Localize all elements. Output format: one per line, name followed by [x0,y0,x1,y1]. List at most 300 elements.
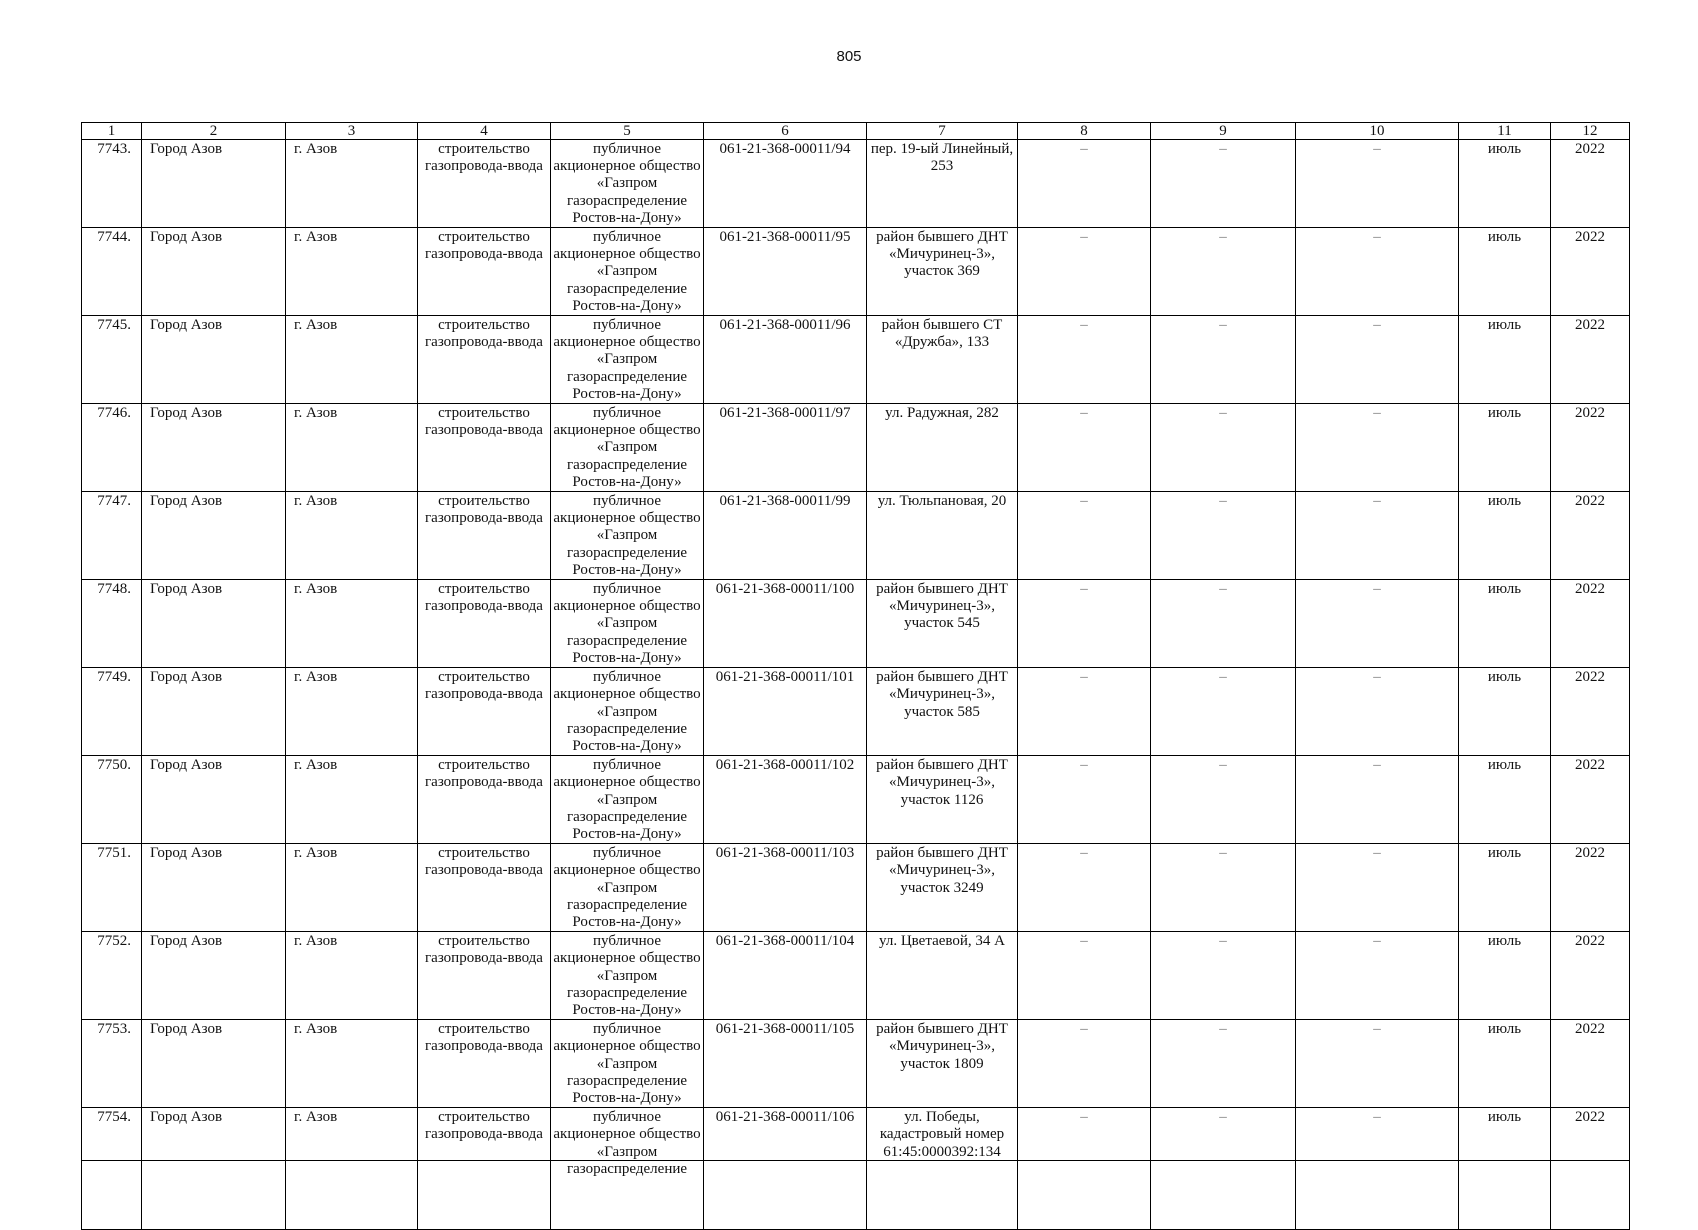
year: 2022 [1575,317,1605,334]
year-cell [1551,1108,1630,1230]
year-cell [1551,316,1630,404]
work-type: строительство газопровода-ввода [425,141,543,175]
month-cell [1459,580,1551,668]
column-10-cell [1296,580,1459,668]
column-8-value: – [1080,405,1088,422]
registry-code-cell [704,580,867,668]
table-row [82,228,1630,316]
settlement-cell [286,844,418,932]
month-cell [1459,1108,1551,1230]
year-cell [1551,844,1630,932]
row-number: 7751. [97,845,131,862]
municipality: Город Азов [150,933,223,950]
registry-code-cell [704,404,867,492]
month-cell [1459,668,1551,756]
column-8-value: – [1080,757,1088,774]
address-cell [867,932,1018,1020]
organization: публичное акционерное общество «Газпром газораспределение Ростов-на-Дону» [553,493,701,578]
registry-code: 061-21-368-00011/100 [715,581,855,598]
column-10-value: – [1373,581,1381,598]
column-8-value: – [1080,1021,1088,1038]
data-table [81,122,1630,1230]
municipality: Город Азов [150,229,223,246]
column-10-cell [1296,228,1459,316]
municipality: Город Азов [150,493,223,510]
column-8-cell [1018,228,1151,316]
row-number-cell [82,756,142,844]
column-9-value: – [1219,757,1227,774]
address-cell [867,404,1018,492]
column-10-cell [1296,140,1459,228]
settlement: г. Азов [294,1021,338,1038]
address-cell [867,756,1018,844]
organization: публичное акционерное общество «Газпром газораспределение Ростов-на-Дону» [553,317,701,402]
column-9-value: – [1219,493,1227,510]
settlement-cell [286,668,418,756]
work-type: строительство газопровода-ввода [425,317,543,351]
month: июль [1487,1021,1522,1038]
column-9-cell [1151,580,1296,668]
address-cell [867,228,1018,316]
address: пер. 19-ый Линейный, 253 [870,141,1014,175]
municipality: Город Азов [150,757,223,774]
year: 2022 [1575,229,1605,246]
settlement: г. Азов [294,493,338,510]
organization-cell [551,756,704,844]
registry-code-cell [704,1020,867,1108]
column-10-cell [1296,404,1459,492]
column-10-cell [1296,492,1459,580]
address-cell [867,140,1018,228]
table-row [82,844,1630,932]
organization-cell [551,932,704,1020]
month: июль [1487,141,1522,157]
column-10-value: – [1373,405,1381,422]
registry-code-cell [704,228,867,316]
column-8-cell [1018,844,1151,932]
municipality: Город Азов [150,317,223,334]
column-9-value: – [1219,141,1227,157]
organization: публичное акционерное общество «Газпром газораспределение Ростов-на-Дону» [553,405,701,490]
organization-cell [551,580,704,668]
organization: публичное акционерное общество «Газпром газораспределение Ростов-на-Дону» [553,845,701,930]
registry-code-cell [704,932,867,1020]
row-number-cell [82,1020,142,1108]
year-cell [1551,668,1630,756]
municipality-cell [142,1020,286,1108]
address-cell [867,580,1018,668]
column-header: 5 [551,123,704,140]
address-cell [867,1108,1018,1230]
table-row [82,580,1630,668]
column-8-value: – [1080,669,1088,686]
column-8-cell [1018,316,1151,404]
month-cell [1459,492,1551,580]
address: район бывшего ДНТ «Мичуринец-3», участок 1809 [876,1021,1008,1072]
column-header: 7 [867,123,1018,140]
column-8-cell [1018,756,1151,844]
row-number: 7746. [97,405,131,422]
municipality-cell [142,492,286,580]
work-type: строительство газопровода-ввода [425,581,543,615]
column-10-cell [1296,844,1459,932]
column-header: 3 [286,123,418,140]
year-cell [1551,404,1630,492]
table-body [82,140,1630,1230]
work-type: строительство газопровода-ввода [425,669,543,703]
column-8-cell [1018,932,1151,1020]
year: 2022 [1575,493,1605,510]
column-9-cell [1151,932,1296,1020]
column-number-row [82,123,1630,140]
registry-code: 061-21-368-00011/101 [715,669,855,686]
row-number: 7744. [97,229,131,246]
row-number: 7748. [97,581,131,598]
column-8-cell [1018,1108,1151,1230]
registry-code-cell [704,316,867,404]
registry-code: 061-21-368-00011/96 [719,317,851,334]
work-type: строительство газопровода-ввода [425,1021,543,1055]
column-9-cell [1151,1108,1296,1230]
column-10-value: – [1373,1021,1381,1038]
registry-code: 061-21-368-00011/104 [715,933,855,950]
settlement: г. Азов [294,317,338,334]
settlement: г. Азов [294,845,338,862]
year-cell [1551,140,1630,228]
year: 2022 [1575,581,1605,598]
settlement: г. Азов [294,669,338,686]
column-10-cell [1296,1020,1459,1108]
settlement-cell [286,932,418,1020]
registry-code-cell [704,492,867,580]
column-header: 10 [1296,123,1459,140]
organization-cell [551,492,704,580]
municipality-cell [142,580,286,668]
year-cell [1551,756,1630,844]
row-number-cell [82,404,142,492]
year-cell [1551,228,1630,316]
organization: публичное акционерное общество «Газпром газораспределение Ростов-на-Дону» [553,581,701,666]
month-cell [1459,1020,1551,1108]
month-cell [1459,932,1551,1020]
year: 2022 [1575,405,1605,422]
column-8-cell [1018,404,1151,492]
month-cell [1459,140,1551,228]
column-8-value: – [1080,317,1088,334]
year-cell [1551,1020,1630,1108]
organization: публичное акционерное общество «Газпром газораспределение [553,1109,701,1177]
column-9-value: – [1219,1109,1227,1126]
column-10-value: – [1373,317,1381,334]
column-9-cell [1151,756,1296,844]
work-type-cell [418,756,551,844]
municipality: Город Азов [150,405,223,422]
column-9-cell [1151,1020,1296,1108]
column-10-value: – [1373,229,1381,246]
row-number-cell [82,580,142,668]
year: 2022 [1575,933,1605,950]
table-row [82,1108,1630,1230]
column-10-cell [1296,316,1459,404]
municipality-cell [142,140,286,228]
organization: публичное акционерное общество «Газпром газораспределение Ростов-на-Дону» [553,757,701,842]
column-9-value: – [1219,581,1227,598]
address-cell [867,316,1018,404]
registry-code: 061-21-368-00011/97 [719,405,851,422]
month: июль [1487,845,1522,862]
column-header: 11 [1459,123,1551,140]
column-10-cell [1296,1108,1459,1230]
work-type: строительство газопровода-ввода [425,1109,543,1143]
registry-code-cell [704,756,867,844]
column-9-cell [1151,492,1296,580]
row-number: 7752. [97,933,131,950]
table-row [82,1020,1630,1108]
column-10-value: – [1373,845,1381,862]
column-9-cell [1151,228,1296,316]
column-9-cell [1151,316,1296,404]
registry-code: 061-21-368-00011/106 [715,1109,855,1126]
column-9-cell [1151,668,1296,756]
organization: публичное акционерное общество «Газпром газораспределение Ростов-на-Дону» [553,229,701,314]
month-cell [1459,756,1551,844]
organization: публичное акционерное общество «Газпром газораспределение Ростов-на-Дону» [553,1021,701,1106]
address-cell [867,844,1018,932]
column-9-cell [1151,404,1296,492]
column-9-cell [1151,140,1296,228]
address: район бывшего ДНТ «Мичуринец-3», участок 1126 [876,757,1008,808]
column-8-value: – [1080,581,1088,598]
column-8-value: – [1080,933,1088,950]
registry-code: 061-21-368-00011/102 [715,757,855,774]
work-type-cell [418,140,551,228]
year: 2022 [1575,1021,1605,1038]
table-row [82,756,1630,844]
month: июль [1487,757,1522,774]
settlement-cell [286,228,418,316]
row-number: 7749. [97,669,131,686]
work-type-cell [418,844,551,932]
registry-code: 061-21-368-00011/99 [719,493,851,510]
year-cell [1551,580,1630,668]
address: район бывшего ДНТ «Мичуринец-3», участок 545 [876,581,1008,632]
column-10-cell [1296,668,1459,756]
column-header: 2 [142,123,286,140]
year: 2022 [1575,845,1605,862]
column-8-cell [1018,580,1151,668]
column-8-value: – [1080,141,1088,157]
registry-code-cell [704,844,867,932]
municipality-cell [142,404,286,492]
month: июль [1487,1109,1522,1126]
work-type: строительство газопровода-ввода [425,229,543,263]
settlement: г. Азов [294,933,338,950]
column-9-value: – [1219,669,1227,686]
municipality-cell [142,228,286,316]
address: ул. Победы, кадастровый номер 61:45:0000392:134 [879,1109,1005,1160]
registry-code: 061-21-368-00011/103 [715,845,855,862]
work-type-cell [418,668,551,756]
municipality: Город Азов [150,1021,223,1038]
column-10-value: – [1373,933,1381,950]
column-8-cell [1018,1020,1151,1108]
municipality-cell [142,668,286,756]
municipality: Город Азов [150,1109,223,1126]
year: 2022 [1575,669,1605,686]
row-number: 7754. [97,1109,131,1126]
work-type-cell [418,580,551,668]
address-cell [867,1020,1018,1108]
column-10-value: – [1373,1109,1381,1126]
work-type-cell [418,404,551,492]
year: 2022 [1575,1109,1605,1126]
table-row [82,316,1630,404]
municipality-cell [142,844,286,932]
work-type-cell [418,228,551,316]
column-10-value: – [1373,493,1381,510]
municipality: Город Азов [150,845,223,862]
column-8-value: – [1080,1109,1088,1126]
column-8-cell [1018,668,1151,756]
column-8-value: – [1080,845,1088,862]
organization-cell [551,844,704,932]
month: июль [1487,229,1522,246]
column-header: 12 [1551,123,1630,140]
address: район бывшего ДНТ «Мичуринец-3», участок 3249 [876,845,1008,896]
month: июль [1487,933,1522,950]
organization-cell [551,1108,704,1230]
column-header: 6 [704,123,867,140]
table-row [82,932,1630,1020]
column-header: 8 [1018,123,1151,140]
organization-cell [551,668,704,756]
municipality-cell [142,932,286,1020]
work-type-cell [418,932,551,1020]
municipality-cell [142,1108,286,1230]
table-row [82,492,1630,580]
address-cell [867,492,1018,580]
column-9-cell [1151,844,1296,932]
organization: публичное акционерное общество «Газпром газораспределение Ростов-на-Дону» [553,933,701,1018]
column-9-value: – [1219,845,1227,862]
column-9-value: – [1219,405,1227,422]
month-cell [1459,404,1551,492]
row-number-cell [82,492,142,580]
settlement-cell [286,580,418,668]
month: июль [1487,317,1522,334]
work-type-cell [418,1020,551,1108]
organization-cell [551,228,704,316]
row-number: 7747. [97,493,131,510]
settlement: г. Азов [294,229,338,246]
address: ул. Тюльпановая, 20 [877,493,1007,510]
column-10-cell [1296,932,1459,1020]
settlement-cell [286,1108,418,1230]
row-number-cell [82,932,142,1020]
column-header: 1 [82,123,142,140]
column-8-cell [1018,492,1151,580]
column-header: 4 [418,123,551,140]
table-row [82,404,1630,492]
registry-code: 061-21-368-00011/105 [715,1021,855,1038]
column-8-value: – [1080,229,1088,246]
table-container [81,122,1629,1177]
work-type: строительство газопровода-ввода [425,493,543,527]
address: ул. Радужная, 282 [885,405,999,422]
column-9-value: – [1219,933,1227,950]
registry-code: 061-21-368-00011/94 [719,141,851,157]
row-number-cell [82,1108,142,1230]
month-cell [1459,316,1551,404]
organization-cell [551,1020,704,1108]
column-10-value: – [1373,669,1381,686]
work-type-cell [418,1108,551,1230]
settlement: г. Азов [294,1109,338,1126]
settlement-cell [286,404,418,492]
row-number-cell [82,316,142,404]
settlement-cell [286,1020,418,1108]
work-type-cell [418,316,551,404]
organization-cell [551,316,704,404]
settlement-cell [286,316,418,404]
row-number: 7750. [97,757,131,774]
address-cell [867,668,1018,756]
month-cell [1459,844,1551,932]
municipality: Город Азов [150,669,223,686]
year-cell [1551,492,1630,580]
month: июль [1487,493,1522,510]
page-number: 805 [836,48,862,65]
address: район бывшего ДНТ «Мичуринец-3», участок 369 [876,229,1008,280]
row-number-cell [82,228,142,316]
column-9-value: – [1219,229,1227,246]
work-type: строительство газопровода-ввода [425,757,543,791]
year: 2022 [1575,141,1605,157]
column-8-cell [1018,140,1151,228]
settlement: г. Азов [294,581,338,598]
row-number-cell [82,140,142,228]
settlement: г. Азов [294,141,338,157]
column-10-value: – [1373,757,1381,774]
address: ул. Цветаевой, 34 А [879,933,1005,950]
settlement-cell [286,756,418,844]
year-cell [1551,932,1630,1020]
organization-cell [551,404,704,492]
row-number: 7743. [97,141,131,157]
address: район бывшего ДНТ «Мичуринец-3», участок 585 [876,669,1008,720]
row-number: 7753. [97,1021,131,1038]
table-row [82,140,1630,228]
month: июль [1487,405,1522,422]
registry-code-cell [704,140,867,228]
registry-code: 061-21-368-00011/95 [719,229,851,246]
work-type: строительство газопровода-ввода [425,933,543,967]
month-cell [1459,228,1551,316]
column-10-cell [1296,756,1459,844]
organization-cell [551,140,704,228]
row-number-cell [82,668,142,756]
column-8-value: – [1080,493,1088,510]
registry-code-cell [704,1108,867,1230]
work-type-cell [418,492,551,580]
month: июль [1487,581,1522,598]
month: июль [1487,669,1522,686]
registry-code-cell [704,668,867,756]
work-type: строительство газопровода-ввода [425,845,543,879]
table-row [82,668,1630,756]
municipality-cell [142,316,286,404]
address: район бывшего СТ «Дружба», 133 [881,317,1003,351]
